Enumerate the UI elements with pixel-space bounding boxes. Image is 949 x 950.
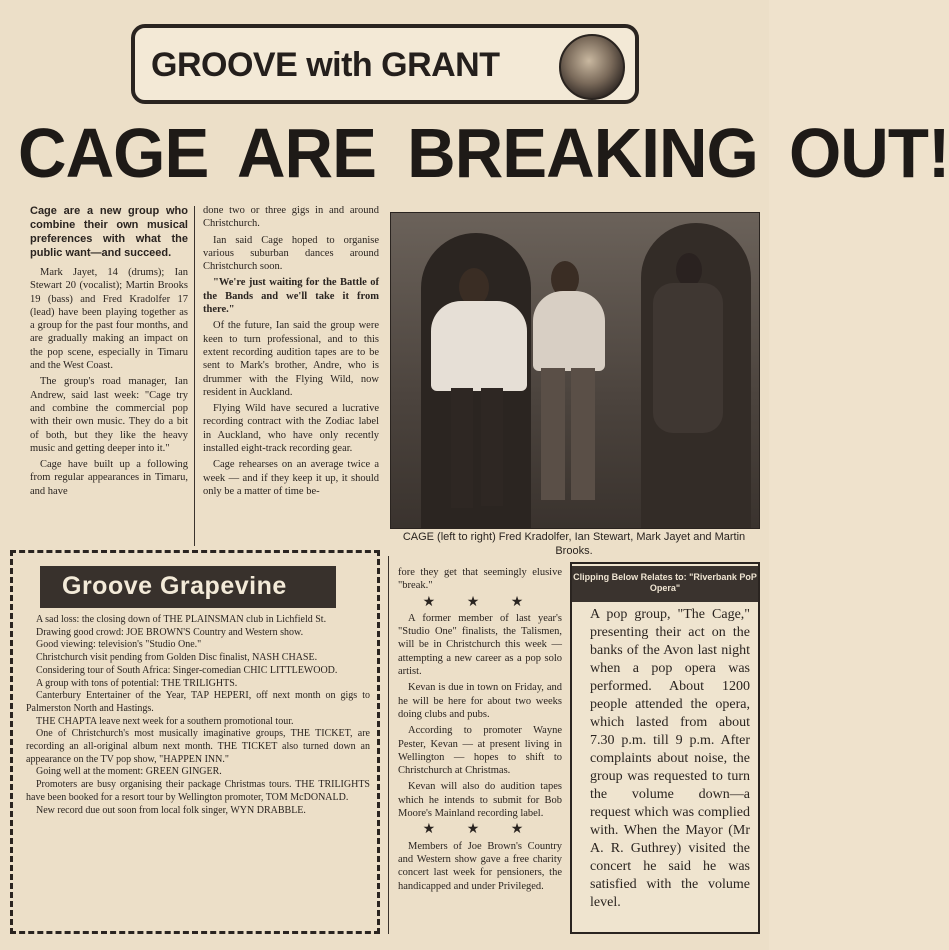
article-paragraph: done two or three gigs in and around Christchurch.	[203, 205, 379, 230]
article-paragraph: The group's road manager, Ian Andrew, said last week: "Cage try and combine the commercial pop with their own music. They do a bit of both, but they like the heavy music and getting deeper into it."	[30, 376, 188, 454]
grapevine-item: Considering tour of South Africa: Singer-comedian CHIC LITTLEWOOD.	[36, 664, 338, 676]
photo-person-jacket	[431, 301, 527, 391]
photo-person-head	[676, 253, 702, 287]
grapevine-item: Drawing good crowd: JOE BROWN'S Country and Western show.	[36, 626, 304, 638]
grapevine-item: Going well at the moment: GREEN GINGER.	[36, 766, 222, 778]
article-column-1	[30, 204, 188, 549]
photo-person-silhouette	[653, 283, 723, 433]
headline: CAGE ARE BREAKING OUT!	[18, 114, 949, 192]
photo-person-leg	[541, 368, 565, 500]
column-divider	[194, 206, 195, 546]
article-paragraph: Mark Jayet, 14 (drums); Ian Stewart 20 (vocalist); Martin Brooks 19 (bass) and Fred Kradolfer 17 (lead) have been playing together as a group for the past four months, and are gradually making an impact on the pop scene, especially in Timaru and the West Coast.	[30, 267, 188, 372]
star-divider: ★ ★ ★	[422, 822, 538, 838]
news-paragraph: A former member of last year's "Studio One" finalists, the Talismen, will be in Christchurch this week — attempting a new career as a pop solo artist.	[398, 612, 562, 678]
article-paragraph: Flying Wild have secured a lucrative recording contract with the Zodiac label in Auckland, who have only recently installed eight-track recording gear.	[203, 403, 379, 455]
band-photo	[390, 212, 760, 529]
clipping-text: A pop group, "The Cage," presenting their act on the banks of the Avon last night when a pop opera was performed. About 1200 people attended the opera, which lasted from about 7.30 p.m. till 9 p.m. After complaints about noise, the group was requested to turn the volume down—a request which was complied with. When the Mayor (Mr A. R. Guthrey) visited the concert he said he was satisfied with the volume level.	[590, 607, 750, 910]
article-paragraph: Cage rehearses on an average twice a week — and if they keep it up, it should only be a matter of time be-	[203, 459, 379, 497]
grapevine-item: Promoters are busy organising their package Christmas tours. THE TRILIGHTS have been booked for a resort tour by Wellington promoter, TOM McDONALD.	[26, 779, 370, 803]
grapevine-item: A group with tons of potential: THE TRILIGHTS.	[36, 677, 238, 689]
grapevine-item: A sad loss: the closing down of THE PLAINSMAN club in Lichfield St.	[36, 614, 327, 625]
news-paragraph: Members of Joe Brown's Country and Western show gave a free charity concert last week for pensioners, the handicapped and under Privileged.	[398, 840, 562, 892]
grapevine-item: Good viewing: television's "Studio One."	[36, 639, 202, 651]
column-divider	[388, 556, 389, 934]
grapevine-items	[26, 614, 370, 926]
news-paragraph: Kevan will also do audition tapes which he intends to submit for Bob Moore's Mainland recording label.	[398, 781, 562, 820]
article-lede: Cage are a new group who combine their own musical preferences with what the public want—and succeed.	[30, 205, 188, 259]
article-paragraph: Cage have built up a following from regular appearances in Timaru, and have	[30, 459, 188, 497]
grapevine-item: One of Christchurch's most musically imaginative groups, THE TICKET, are recording an all-original album next month. THE TICKET also turned down an appearance on the TV pop show, "HAPPEN INN."	[26, 728, 370, 765]
photo-caption: CAGE (left to right) Fred Kradolfer, Ian Stewart, Mark Jayet and Martin Brooks.	[402, 531, 746, 557]
photo-person-leg	[451, 388, 473, 508]
grapevine-item: New record due out soon from local folk singer, WYN DRABBLE.	[36, 804, 306, 816]
photo-person-leg	[571, 368, 595, 500]
star-divider: ★ ★ ★	[422, 594, 538, 610]
news-paragraph: Kevan is due in town on Friday, and he will be here for about two weeks doing clubs and pubs.	[398, 682, 562, 720]
article-quote: "We're just waiting for the Battle of the Bands and we'll take it from there."	[203, 277, 379, 316]
photo-person-jacket	[533, 291, 605, 371]
news-column	[398, 566, 562, 936]
grapevine-item: Canterbury Entertainer of the Year, TAP HEPERI, off next month on gigs to Palmerston North and Hastings.	[26, 690, 370, 714]
article-paragraph: Ian said Cage hoped to organise various suburban dances around Christchurch soon.	[203, 234, 379, 273]
grapevine-title: Groove Grapevine	[62, 572, 287, 600]
grapevine-item: Christchurch visit pending from Golden Disc finalist, NASH CHASE.	[36, 652, 318, 664]
article-paragraph: Of the future, Ian said the group were keen to turn professional, and to this extent recording audition tapes are to be sent to Mark's brother, Andre, who is drummer with the Flying Wild, now resident in Auckland.	[203, 320, 379, 398]
article-paragraph: fore they get that seemingly elusive "break."	[398, 567, 562, 592]
columnist-portrait	[559, 34, 625, 100]
column-masthead	[131, 24, 639, 104]
article-column-2	[203, 204, 379, 549]
grapevine-item: THE CHAPTA leave next week for a southern promotional tour.	[36, 715, 294, 727]
photo-person-leg	[481, 388, 503, 506]
masthead-title: GROOVE with GRANT	[151, 46, 500, 84]
news-paragraph: According to promoter Wayne Pester, Kevan — at present living in Wellington — hopes to shift to Christchurch at Christmas.	[398, 725, 562, 777]
clipping-header: Clipping Below Relates to: "Riverbank PoP Opera"	[572, 566, 758, 602]
